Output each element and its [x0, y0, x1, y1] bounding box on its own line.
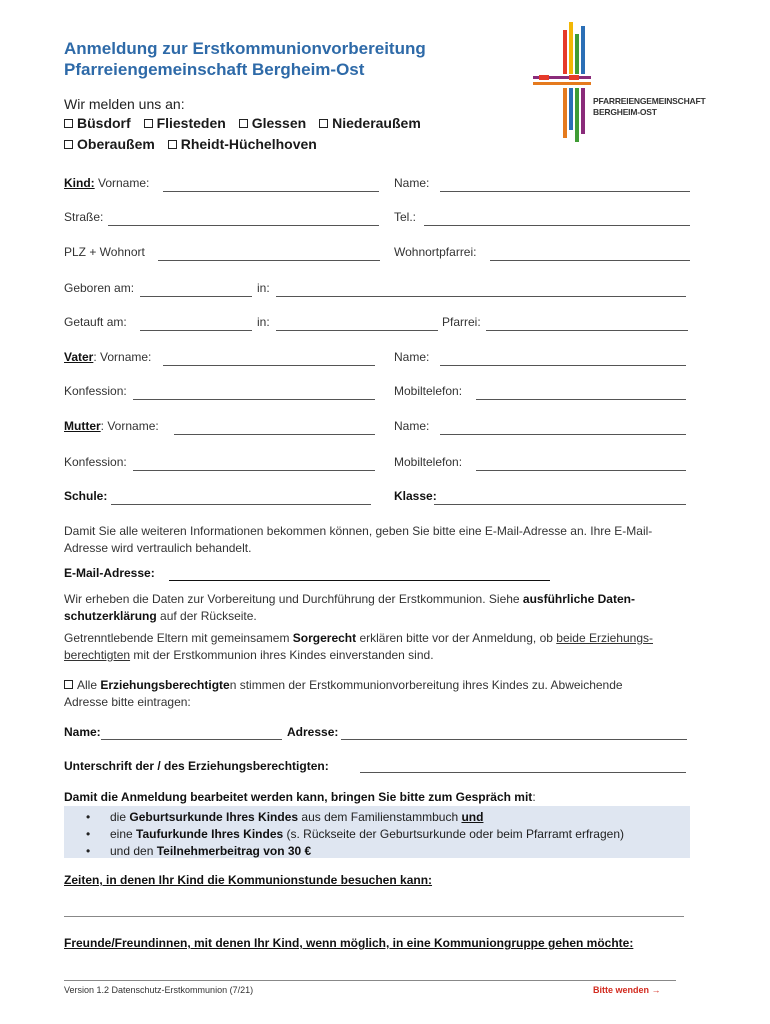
turn-page-note: Bitte wenden →: [593, 985, 661, 995]
vater-name-label: Name:: [394, 350, 430, 364]
consent-option: Alle Erziehungsberechtigten stimmen der Erstkommunionvorbereitung ihres Kindes zu. Abweichende Adresse bitte eintragen:: [64, 678, 623, 709]
documents-intro: Damit die Anmeldung bearbeitet werden kann, bringen Sie bitte zum Gespräch mit:: [64, 790, 536, 804]
tel-field[interactable]: [424, 225, 690, 226]
geboren-place-field[interactable]: [276, 296, 686, 297]
form-title: Anmeldung zur Erstkommunionvorbereitung: [64, 39, 426, 58]
mutter-label-row: Mutter: Vorname:: [64, 419, 159, 433]
email-field[interactable]: [169, 580, 550, 581]
friends-label: Freunde/Freundinnen, mit denen Ihr Kind, wenn möglich, in eine Kommuniongruppe gehen möchte:: [64, 936, 634, 950]
pfarrei-label: Pfarrei:: [442, 315, 481, 329]
checkbox-icon[interactable]: [64, 140, 73, 149]
vater-mobil-field[interactable]: [476, 399, 686, 400]
geboren-date-field[interactable]: [140, 296, 252, 297]
vater-label-row: Vater: Vorname:: [64, 350, 152, 364]
parish-option[interactable]: Fliesteden: [144, 115, 226, 131]
geboren-in-label: in:: [257, 281, 270, 295]
vater-vorname-field[interactable]: [163, 365, 375, 366]
pfarrei-field[interactable]: [486, 330, 688, 331]
geboren-label: Geboren am:: [64, 281, 135, 295]
mutter-mobil-field[interactable]: [476, 470, 686, 471]
alt-name-field[interactable]: [101, 739, 282, 740]
strasse-field[interactable]: [108, 225, 379, 226]
checkbox-icon[interactable]: [64, 680, 73, 689]
checkbox-icon[interactable]: [144, 119, 153, 128]
alt-adresse-label: Adresse:: [287, 725, 339, 739]
parish-logo: [533, 20, 706, 142]
parish-options-row2: [64, 136, 326, 152]
wohnortpfarrei-field[interactable]: [490, 260, 690, 261]
mutter-mobil-label: Mobiltelefon:: [394, 455, 463, 469]
checkbox-icon[interactable]: [319, 119, 328, 128]
list-item: • eine Taufurkunde Ihres Kindes (s. Rückseite der Geburtsurkunde oder beim Pfarramt erfragen): [86, 827, 624, 841]
klasse-label: Klasse:: [394, 489, 437, 503]
klasse-field[interactable]: [434, 504, 686, 505]
intro-text: Wir melden uns an:: [64, 96, 185, 112]
vater-mobil-label: Mobiltelefon:: [394, 384, 463, 398]
parish-option[interactable]: Oberaußem: [64, 136, 155, 152]
getauft-place-field[interactable]: [276, 330, 438, 331]
email-info: Damit Sie alle weiteren Informationen bekommen können, geben Sie bitte eine E-Mail-Adresse an. Ihre E-Mail- Adresse wird vertraulich behandelt.: [64, 524, 653, 555]
friends-field[interactable]: [64, 980, 676, 981]
list-item: • und den Teilnehmerbeitrag von 30 €: [86, 844, 311, 858]
kind-vorname-field[interactable]: [163, 191, 379, 192]
plz-field[interactable]: [158, 260, 380, 261]
parish-option[interactable]: Büsdorf: [64, 115, 131, 131]
parish-option[interactable]: Glessen: [239, 115, 306, 131]
times-field[interactable]: [64, 916, 684, 917]
custody-notice: Getrenntlebende Eltern mit gemeinsamem Sorgerecht erklären bitte vor der Anmeldung, ob beide Erziehungs- berechtigten mit der Erstkommunion ihres Kindes einverstanden sind.: [64, 631, 653, 662]
mutter-konfession-field[interactable]: [133, 470, 375, 471]
alt-name-label: Name:: [64, 725, 101, 739]
getauft-date-field[interactable]: [140, 330, 252, 331]
schule-field[interactable]: [111, 504, 371, 505]
vater-konfession-label: Konfession:: [64, 384, 127, 398]
times-label: Zeiten, in denen Ihr Kind die Kommunionstunde besuchen kann:: [64, 873, 433, 887]
tel-label: Tel.:: [394, 210, 417, 224]
plz-label: PLZ + Wohnort: [64, 245, 145, 259]
checkbox-icon[interactable]: [239, 119, 248, 128]
vater-name-field[interactable]: [440, 365, 686, 366]
kind-name-label: Name:: [394, 176, 430, 190]
privacy-notice: Wir erheben die Daten zur Vorbereitung und Durchführung der Erstkommunion. Siehe ausführliche Daten- schutzerklärung auf der Rückseite.: [64, 592, 635, 623]
list-item: • die Geburtsurkunde Ihres Kindes aus dem Familienstammbuch und: [86, 810, 483, 824]
getauft-in-label: in:: [257, 315, 270, 329]
schule-label: Schule:: [64, 489, 108, 503]
strasse-label: Straße:: [64, 210, 104, 224]
mutter-vorname-field[interactable]: [174, 434, 375, 435]
logo-text-line2: BERGHEIM-OST: [593, 107, 657, 117]
version-footer: Version 1.2 Datenschutz-Erstkommunion (7/21): [64, 985, 254, 995]
mutter-name-field[interactable]: [440, 434, 686, 435]
form-subtitle: Pfarreiengemeinschaft Bergheim-Ost: [64, 60, 365, 79]
checkbox-icon[interactable]: [64, 119, 73, 128]
getauft-label: Getauft am:: [64, 315, 127, 329]
alt-adresse-field[interactable]: [341, 739, 687, 740]
parish-option[interactable]: Rheidt-Hüchelhoven: [168, 136, 317, 152]
mutter-konfession-label: Konfession:: [64, 455, 127, 469]
parish-options-row1: [64, 115, 430, 131]
mutter-name-label: Name:: [394, 419, 430, 433]
wohnortpfarrei-label: Wohnortpfarrei:: [394, 245, 477, 259]
parish-option[interactable]: Niederaußem: [319, 115, 421, 131]
checkbox-icon[interactable]: [168, 140, 177, 149]
kind-name-field[interactable]: [440, 191, 690, 192]
cross-logo-icon: [533, 20, 698, 142]
logo-text-line1: PFARREIENGEMEINSCHAFT: [593, 96, 706, 106]
signature-label: Unterschrift der / des Erziehungsberechtigten:: [64, 759, 329, 773]
kind-label-row: Kind: Vorname:: [64, 176, 150, 190]
email-label: E-Mail-Adresse:: [64, 566, 155, 580]
signature-field[interactable]: [360, 772, 686, 773]
vater-konfession-field[interactable]: [133, 399, 375, 400]
